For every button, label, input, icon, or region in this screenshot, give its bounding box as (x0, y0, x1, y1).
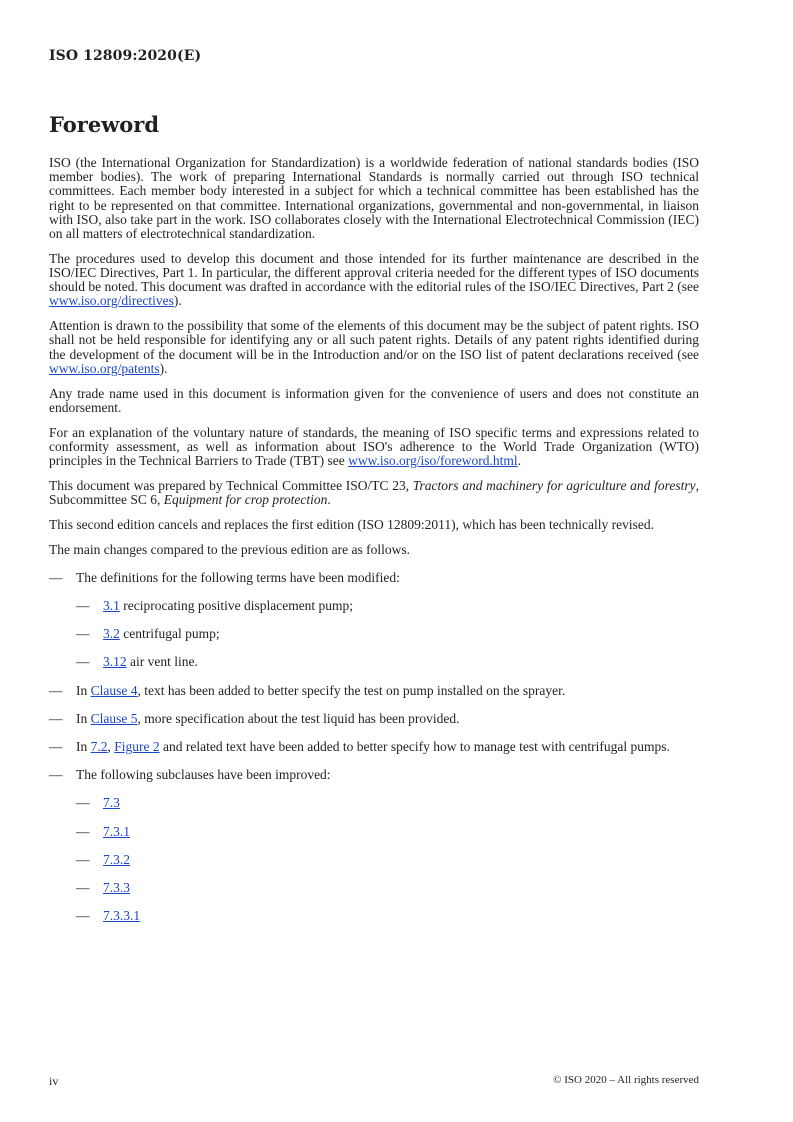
list-item (49, 909, 699, 923)
dash-bullet: — (76, 795, 90, 811)
dash-bullet: — (76, 851, 90, 867)
list-item: — In 7.2, Figure 2 and related text have been added to better specify how to manage test with centrifugal pumps. (49, 739, 670, 755)
dash-bullet: — (49, 569, 63, 585)
dash-bullet: — (76, 823, 90, 839)
dash-bullet: — (76, 598, 90, 614)
dash-bullet: — (76, 880, 90, 896)
subclause-link[interactable]: 7.3 (103, 795, 120, 811)
dash-bullet: — (76, 908, 90, 924)
dash-bullet: — (49, 739, 63, 755)
dash-bullet: — (76, 626, 90, 642)
clause-link[interactable]: 3.12 (103, 654, 127, 670)
page-number: iv (49, 1074, 59, 1088)
directives-link[interactable]: www.iso.org/directives (49, 293, 174, 309)
list-item: — The definitions for the following terms have been modified: (49, 569, 400, 585)
dash-bullet: — (49, 682, 63, 698)
clause-link[interactable]: 3.1 (103, 598, 120, 614)
paragraph-committee: This document was prepared by Technical Committee ISO/TC 23, Tractors and machinery for agriculture and forestry, Subcommittee SC 6, Equipment for crop protection. (49, 477, 699, 508)
list-item: — 3.12 air vent line. (76, 654, 198, 670)
clause-5-link[interactable]: Clause 5 (90, 710, 138, 726)
subclause-link[interactable]: 7.3.3 (103, 880, 130, 896)
paragraph-trade-name: Any trade name used in this document is information given for the convenience of users and does not constitute an endorsement. (49, 385, 699, 415)
clause-4-link[interactable]: Clause 4 (90, 682, 138, 698)
dash-bullet: — (49, 710, 63, 726)
list-item (49, 881, 699, 895)
list-item (49, 853, 699, 867)
foreword-link[interactable]: www.iso.org/iso/foreword.html (348, 453, 518, 469)
list-item: — 3.1 reciprocating positive displacement pump; (76, 598, 354, 614)
list-item: — The following subclauses have been improved: (49, 767, 331, 783)
paragraph-edition: This second edition cancels and replaces the first edition (ISO 12809:2011), which has been technically revised. (49, 516, 654, 532)
page-footer (49, 1074, 699, 1089)
paragraph-voluntary: For an explanation of the voluntary nature of standards, the meaning of ISO specific terms and expressions related to conformity assessment, as well as information about ISO's adherence to the World Trade Organization (WTO) principles in the Technical Barriers to Trade (TBT) see www.iso.org/iso/foreword.html. (49, 424, 699, 469)
patents-link[interactable]: www.iso.org/patents (49, 360, 160, 376)
copyright-notice: © ISO 2020 – All rights reserved (553, 1074, 699, 1086)
paragraph-iso-intro: ISO (the International Organization for Standardization) is a worldwide federation of national standards bodies (ISO member bodies). The work of preparing International Standards is normally carried out through ISO technical committees. Each member body interested in a subject for which a technical committee has been established has the right to be represented on that committee. International organizations, governmental and non-governmental, in liaison with ISO, also take part in the work. ISO collaborates closely with the International Electrotechnical Commission (IEC) on all matters of electrotechnical standardization. (49, 155, 699, 242)
list-item (49, 796, 699, 810)
clause-link[interactable]: 3.2 (103, 626, 120, 642)
paragraph-main-changes: The main changes compared to the previous edition are as follows. (49, 541, 411, 557)
dash-bullet: — (49, 767, 63, 783)
list-item (49, 825, 699, 839)
subclause-link[interactable]: 7.3.1 (103, 823, 130, 839)
list-item: — In Clause 4, text has been added to better specify the test on pump installed on the sprayer. (49, 682, 566, 698)
paragraph-patents: Attention is drawn to the possibility that some of the elements of this document may be the subject of patent rights. ISO shall not be held responsible for identifying any or all such patent rights. Details of any patent rights identified during the development of the document will be in the Introduction and/or on the ISO list of patent declarations received (see www.iso.org/patents). (49, 318, 699, 376)
subclause-link[interactable]: 7.3.3.1 (103, 908, 141, 924)
list-item: — 3.2 centrifugal pump; (76, 626, 220, 642)
page (49, 0, 699, 1122)
page-title: Foreword (49, 112, 160, 137)
foreword-body (49, 156, 699, 937)
paragraph-procedures: The procedures used to develop this document and those intended for its further maintenance are described in the ISO/IEC Directives, Part 1. In particular, the different approval criteria needed for the different types of ISO documents should be noted. This document was drafted in accordance with the editorial rules of the ISO/IEC Directives, Part 2 (see www.iso.org/directives). (49, 250, 699, 309)
subclause-link[interactable]: 7.3.2 (103, 851, 130, 867)
clause-7-2-link[interactable]: 7.2 (90, 739, 108, 755)
dash-bullet: — (76, 654, 90, 670)
document-id: ISO 12809:2020(E) (49, 48, 202, 64)
figure-2-link[interactable]: Figure 2 (114, 739, 160, 755)
list-item: — In Clause 5, more specification about the test liquid has been provided. (49, 710, 460, 726)
